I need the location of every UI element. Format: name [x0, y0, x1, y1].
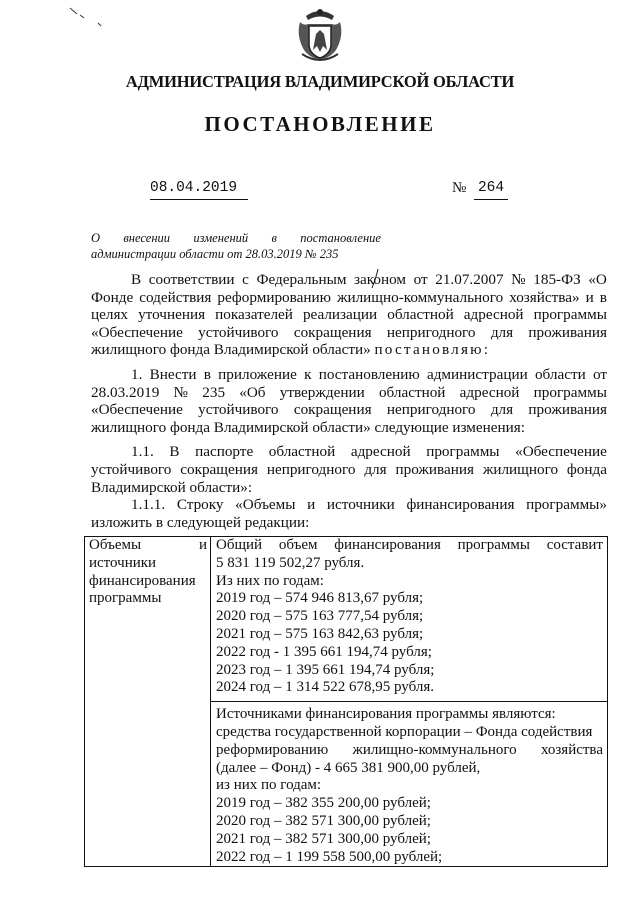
by-years-label: Из них по годам: — [216, 572, 324, 589]
year-amount: 2021 год – 575 163 842,63 рубля; — [216, 625, 424, 642]
item-1-line: «Обеспечение устойчивого сокращения непригодного для проживания — [91, 401, 607, 419]
document-subject — [91, 230, 381, 262]
table-row — [85, 537, 608, 867]
scan-mark-icon — [68, 6, 108, 28]
subject-line-2: администрации области от 28.03.2019 № 235 — [91, 247, 339, 261]
preamble-line: целях уточнения показателей реализации областной адресной программы — [91, 306, 607, 324]
item-1-1-1-line: 1.1.1. Строку «Объемы и источники финансирования программы» — [131, 496, 607, 514]
preamble-line: Фонде содействия реформированию жилищно-коммунального хозяйства» и в — [91, 288, 607, 306]
row-label-cell: Объемы и источники финансирования программы — [85, 537, 211, 867]
document-date: 08.04.2019 — [150, 180, 248, 200]
number-label: № — [452, 180, 467, 196]
item-1-line: 28.03.2019 № 235 «Об утверждении областной адресной программы — [91, 383, 607, 401]
fund-year-amount: 2019 год – 382 355 200,00 рублей; — [216, 795, 431, 812]
sources-label: Источниками финансирования программы являются: — [216, 706, 556, 723]
fund-year-amount: 2022 год – 1 199 558 500,00 рублей; — [216, 848, 443, 865]
resolve-word: постановляю: — [374, 341, 491, 359]
year-amount: 2020 год – 575 163 777,54 рубля; — [216, 608, 424, 625]
coat-of-arms-icon — [296, 6, 344, 64]
financing-table — [84, 536, 608, 867]
item-1-line: 1. Внести в приложение к постановлению администрации области от — [131, 365, 607, 383]
preamble-line: В соответствии с Федеральным законом от 21.07.2007 № 185-ФЗ «О — [131, 271, 607, 288]
fund-line: средства государственной корпорации – Фонда содействия — [216, 723, 593, 740]
total-amount: 5 831 119 502,27 рубля. — [216, 554, 365, 571]
item-1-1-line: устойчивого сокращения непригодного для проживания жилищного фонда — [91, 460, 607, 478]
fund-by-years-label: из них по годам: — [216, 777, 322, 794]
fund-year-amount: 2021 год – 382 571 300,00 рублей; — [216, 830, 431, 847]
document-number: 264 — [474, 180, 508, 200]
year-amount: 2023 год – 1 395 661 194,74 рубля; — [216, 661, 435, 678]
row-value-cell — [211, 537, 608, 867]
fund-year-amount: 2020 год – 382 571 300,00 рублей; — [216, 812, 431, 829]
fund-line: реформированию жилищно-коммунального хозяйства — [216, 741, 603, 758]
document-type: ПОСТАНОВЛЕНИЕ — [204, 112, 436, 136]
total-line: Общий объем финансирования программы составит — [216, 537, 603, 553]
fund-line: (далее – Фонд) - 4 665 381 900,00 рублей, — [216, 759, 481, 776]
preamble-line: «Обеспечение устойчивого сокращения непригодного для проживания — [91, 323, 607, 341]
document-body — [91, 271, 607, 531]
item-1-1-line: 1.1. В паспорте областной адресной программы «Обеспечение — [131, 443, 607, 461]
organization-name: АДМИНИСТРАЦИЯ ВЛАДИМИРСКОЙ ОБЛАСТИ — [125, 72, 515, 91]
preamble-line: жилищного фонда Владимирской области» постановляю: — [91, 341, 491, 359]
sources-block — [211, 701, 607, 866]
item-1-1-line: Владимирской области»: — [91, 478, 253, 496]
subject-line-1: О внесении изменений в постановление — [91, 231, 381, 245]
item-1-1-1-line: изложить в следующей редакции: — [91, 513, 310, 531]
year-amount: 2024 год – 1 314 522 678,95 рубля. — [216, 679, 434, 696]
item-1-line: жилищного фонда Владимирской области» следующие изменения: — [91, 418, 525, 436]
year-amount: 2019 год – 574 946 813,67 рубля; — [216, 590, 424, 607]
year-amount: 2022 год - 1 395 661 194,74 рубля; — [216, 643, 432, 660]
